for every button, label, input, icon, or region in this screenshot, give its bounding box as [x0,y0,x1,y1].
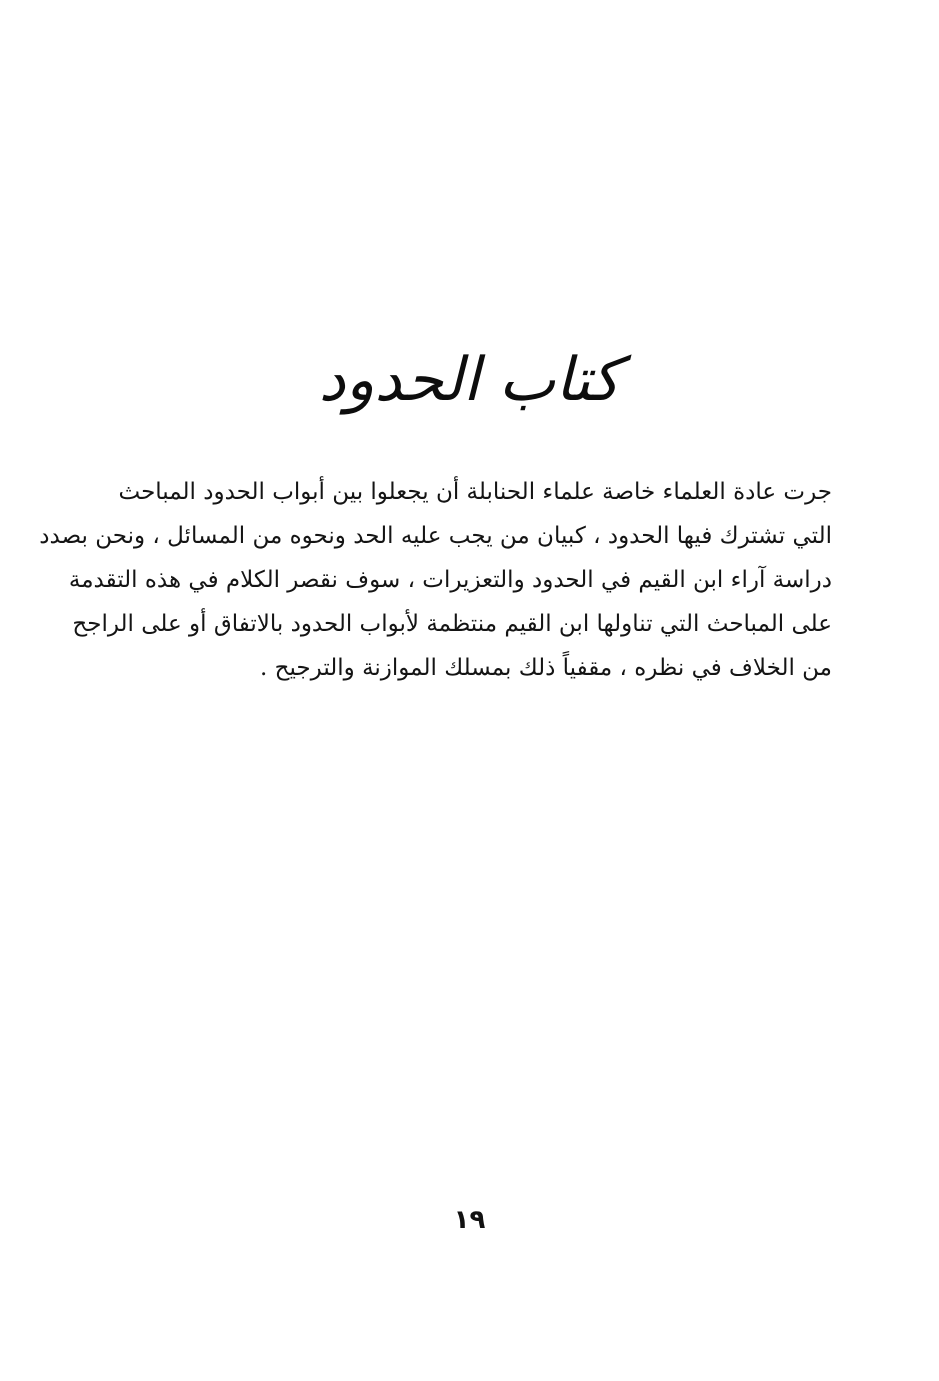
paragraph-line: من الخلاف في نظره ، مقفياً ذلك بمسلك الموازنة والترجيح . [260,655,832,681]
body-paragraph [39,470,832,690]
chapter-title: كتاب الحدود [318,345,621,415]
paragraph-line: التي تشترك فيها الحدود ، كبيان من يجب عليه الحد ونحوه من المسائل ، ونحن بصدد [39,523,832,549]
paragraph-line: على المباحث التي تناولها ابن القيم منتظمة لأبواب الحدود بالاتفاق أو على الراجح [72,611,832,637]
paragraph-line: جرت عادة العلماء خاصة علماء الحنابلة أن يجعلوا بين أبواب الحدود المباحث [118,479,832,505]
page-number: ١٩ [453,1205,486,1235]
paragraph-line: دراسة آراء ابن القيم في الحدود والتعزيرات ، سوف نقصر الكلام في هذه التقدمة [68,567,832,593]
